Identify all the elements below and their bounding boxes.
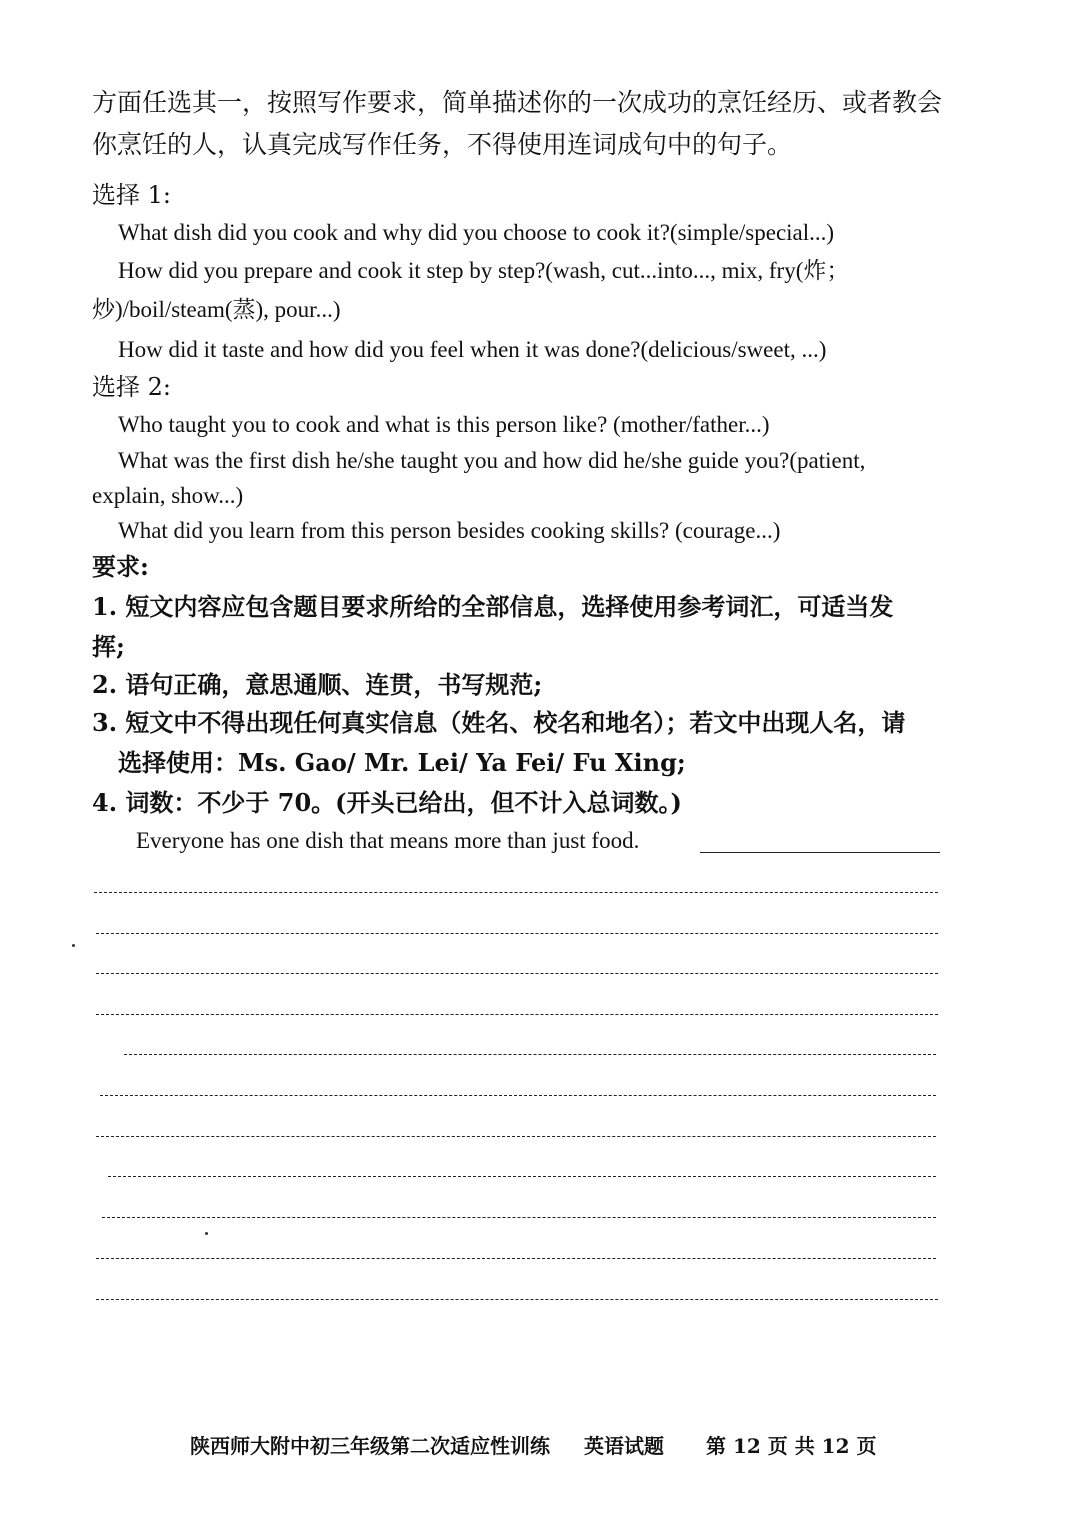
footer-subject: 英语试题	[584, 1434, 664, 1458]
scan-speck	[205, 1232, 208, 1235]
option-2-question-1: Who taught you to cook and what is this person like? (mother/father...)	[118, 412, 770, 437]
essay-writing-line[interactable]	[96, 1299, 938, 1300]
option-2-label: 选择 2:	[92, 373, 171, 401]
footer-school: 陕西师大附中初三年级第二次适应性训练	[190, 1434, 550, 1458]
scan-speck	[72, 944, 75, 947]
intro-line-2: 你烹饪的人，认真完成写作任务，不得使用连词成句中的句子。	[92, 130, 793, 159]
option-1-label: 选择 1:	[92, 181, 171, 209]
requirement-3-cont: 选择使用：Ms. Gao/ Mr. Lei/ Ya Fei/ Fu Xing;	[118, 748, 686, 777]
option-2-question-2-cont: explain, show...)	[92, 483, 244, 508]
essay-writing-line[interactable]	[100, 1095, 936, 1096]
essay-writing-line[interactable]	[700, 852, 940, 853]
footer-page-number: 第 12 页 共 12 页	[706, 1434, 877, 1458]
option-2-question-3: What did you learn from this person besides cooking skills? (courage...)	[118, 518, 781, 543]
essay-writing-line[interactable]	[102, 1217, 936, 1218]
intro-line-1: 方面任选其一，按照写作要求，简单描述你的一次成功的烹饪经历、或者教会	[92, 88, 943, 117]
essay-writing-line[interactable]	[124, 1054, 936, 1055]
essay-writing-line[interactable]	[108, 1176, 936, 1177]
essay-writing-line[interactable]	[96, 1136, 936, 1137]
requirement-1: 1. 短文内容应包含题目要求所给的全部信息，选择使用参考词汇，可适当发	[92, 592, 894, 621]
essay-writing-line[interactable]	[96, 933, 938, 934]
option-1-question-1: What dish did you cook and why did you choose to cook it?(simple/special...)	[118, 220, 835, 245]
essay-writing-line[interactable]	[96, 1258, 936, 1259]
requirement-1-cont: 挥;	[92, 632, 125, 661]
option-1-question-2: How did you prepare and cook it step by step?(wash, cut...into..., mix, fry(炸；	[118, 258, 850, 283]
option-2-question-2: What was the first dish he/she taught you and how did he/she guide you?(patient,	[118, 448, 866, 473]
essay-writing-line[interactable]	[96, 1014, 938, 1015]
option-1-question-3: How did it taste and how did you feel when it was done?(delicious/sweet, ...)	[118, 337, 827, 362]
essay-opening-sentence: Everyone has one dish that means more than just food.	[136, 828, 640, 853]
essay-writing-line[interactable]	[96, 973, 938, 974]
requirement-4: 4. 词数：不少于 70。(开头已给出，但不计入总词数。)	[92, 788, 682, 817]
requirements-heading: 要求:	[92, 552, 149, 581]
essay-writing-line[interactable]	[94, 892, 938, 893]
requirement-2: 2. 语句正确，意思通顺、连贯，书写规范;	[92, 670, 543, 699]
option-1-question-2-cont: 炒)/boil/steam(蒸), pour...)	[92, 297, 341, 322]
requirement-3: 3. 短文中不得出现任何真实信息（姓名、校名和地名）；若文中出现人名，请	[92, 708, 906, 737]
